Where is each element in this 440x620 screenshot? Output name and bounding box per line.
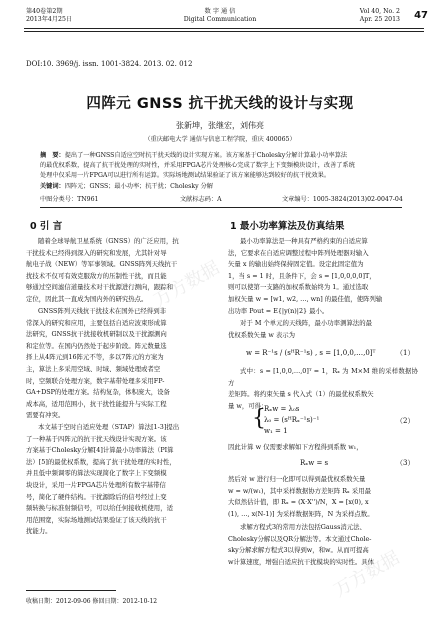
text-line: 加权矢量 w = [w1, w2, …, wn] 的最佳值，使阵列输	[228, 294, 383, 303]
equation-2c: w₁ = 1	[264, 427, 288, 435]
received-dates: 收稿日期：2012-09-06 修回日期：2012-10-12	[26, 598, 158, 605]
journal-name-cn: 数 字 通 信	[204, 8, 236, 15]
text-line: GA+DSP的处理方案。结构复杂，体积庞大，设备	[26, 388, 170, 397]
text-line: 号，简化了硬件结构。干扰源除后的信号经过上变	[26, 492, 167, 501]
watermark: 万方数据	[330, 547, 404, 602]
text-line: 求解方程式3的常用方法包括Gauss消元法、	[240, 523, 366, 531]
text-line: 对于 M 个单元的天线阵，最小功率测算法的最	[240, 319, 373, 327]
algorithm-paragraph-4	[228, 442, 418, 454]
text-line: 用范围宽，实际场地测试结果验证了该天线的抗干	[26, 515, 167, 524]
abstract-line: 的最优权系数，提高了抗干扰处理的实时性，并采用FPGA芯片处理核心完成了数字上下变频模块设计，改善了系统	[40, 162, 355, 169]
text-line: (1), …, x(N-1)] 为采样数据矩阵，N 为采样点数。	[228, 509, 374, 518]
date-en: Apr. 25 2013	[359, 16, 400, 23]
text-line: 扰技术不仅可有效克服敌方的压制性干扰，而且能	[26, 271, 167, 280]
text-line: 因此计算 w 仅需要求解如下方程得到系数 w₁，	[228, 443, 363, 451]
algorithm-paragraph-2	[228, 318, 418, 341]
abstract-label: 摘 要：	[40, 152, 65, 159]
equation-brace: {	[252, 406, 266, 431]
text-line: w = w/(w₁)，其中采样数据协方差矩阵 Rₓ 采用最	[228, 486, 371, 495]
text-line: sky分解求解方程式3以得到w，和w。从而可提高	[228, 546, 369, 555]
text-line: 随着全球导航卫星系统（GNSS）的广泛应用，抗	[38, 237, 179, 245]
keywords-label: 关键词：	[40, 183, 65, 190]
article-number: 文章编号：1005-3824(2013)02-0047-04	[282, 196, 403, 203]
document-code: 文献标志码：A	[180, 196, 222, 203]
section-heading-algorithm: 1 最小功率算法及仿真结果	[230, 221, 345, 232]
text-line: 成本高，适用范围小，抗干扰性能提升与实际工程	[26, 399, 167, 408]
text-line: 本文基于空时自适应处理（STAP）算法[1-3]提出	[38, 423, 180, 431]
equation-2-number: （2）	[396, 417, 415, 425]
authors: 张新坤，张继宏，刘伟亮	[176, 121, 264, 130]
watermark: 万方数据	[150, 257, 224, 312]
volume-en: Vol 40, No. 2	[359, 8, 400, 15]
text-line: 和定位等。在国内仍然处于起步阶段。阵元数量选	[26, 341, 167, 350]
text-line: 频转换与标准射频信号，可以给任何接收机使用，适	[26, 504, 173, 513]
text-line: 并且低中频调零的算法实现简化了数字上下变频模	[26, 469, 167, 478]
text-line: 定位，因此其一直成为国内外的研究热点。	[26, 294, 148, 303]
text-line: 够通过空间滤信道量技术对干扰源进行测向，跟踪和	[26, 283, 173, 292]
algorithm-paragraph-5	[228, 474, 418, 520]
algorithm-paragraph-1	[228, 236, 418, 317]
text-line: 择上从4阵元到16阵元不等，多以7阵元的方案为	[26, 353, 164, 362]
text-line: 矢量 x 的输出始终保持固定值。设定此固定值为	[228, 260, 364, 269]
affiliation: （重庆邮电大学 通信与信息工程学院，重庆 400065）	[144, 136, 296, 143]
text-line: 大似然估计值，即 Rₓ = (X·X'')/N，X = [x(0), x	[228, 498, 369, 507]
text-line: 出功率 Pout = E{|y(n)|2} 最小。	[228, 306, 329, 315]
issue-volume: 第40卷第2期	[26, 8, 63, 15]
equation-3-number: （3）	[396, 459, 415, 467]
abstract-rule	[40, 207, 402, 208]
intro-paragraph-3	[26, 422, 216, 538]
text-line: 最小功率算法是一种具有严格约束的自适应算	[240, 237, 368, 245]
text-line: 则可以使第一支路的加权系数始终为 1。通过选取	[228, 283, 369, 292]
text-line: 量 w，可得：	[228, 401, 268, 410]
text-line: 扰能力。	[26, 527, 52, 536]
footnote-rule	[26, 590, 116, 591]
text-line: 块设计，采用一片FPGA芯片处理所有数字基带信	[26, 480, 166, 489]
text-line: w计算速度，增强自适应抗干扰模块的实时性。具体	[228, 557, 375, 566]
text-line: 时，空频联合处理方案，数字基带处理多采用FP-	[26, 376, 165, 385]
header-rule	[24, 28, 424, 29]
equation-1: w = R⁻¹s / (sᴴR⁻¹s) , s = [1,0,0,…,0]ᵀ	[246, 349, 376, 357]
abstract-line: 处理中仅采用一片FPGA可以进行所有运算。实际场地测试结果验证了该方案能够达到较好的抗干扰效果。	[40, 172, 331, 179]
text-line: Cholesky分解以及QR分解法等。本文通过Chole-	[228, 534, 372, 543]
abstract	[40, 151, 402, 181]
text-line: 方案基于Cholesky分解[4]计算最小功率算法（PI算	[26, 446, 174, 455]
text-line: 然后对 w 进行归一化即可以得到最优权系数矢量	[228, 475, 366, 483]
keywords	[40, 182, 402, 191]
text-line: 差矩阵。将约束矢量 s 代入式（1）的最优权系数矢	[228, 390, 374, 399]
equation-3: Rₓw = s	[300, 459, 329, 467]
equation-2b: λ₀ = (sᴴRₓ⁻¹s)⁻¹	[264, 416, 320, 424]
text-line: 式中：s = [1,0,0,…,0]ᵀ = 1，Rₓ 为 M×M 维的采样数据协方	[228, 367, 418, 387]
intro-paragraph-2	[26, 306, 216, 422]
text-line: GNSS阵列天线抗干扰技术在国外已经得到非	[38, 307, 166, 315]
journal-name-en: Digital Communication	[183, 16, 257, 23]
text-line: 干扰技术已经得到深入的研究和发展，尤其针对导	[26, 248, 167, 257]
paper-title: 四阵元 GNSS 抗干扰天线的设计与实现	[86, 96, 354, 112]
header-rule-thin	[24, 31, 424, 32]
equation-1-number: （1）	[396, 349, 415, 357]
page-number: 47	[414, 10, 428, 21]
text-line: 1，当 s = 1 时，且条件下，会 s = [1,0,0,0,0]T，	[228, 271, 376, 280]
text-line: 航电子战（NEW）等军事领域。GNSS阵列天线抗干	[26, 260, 178, 269]
text-line: 法，它要求在自适应调整过程中阵列处理器对输入	[228, 248, 369, 257]
text-line: 优权系数矢量 w 表示为	[228, 330, 296, 339]
text-line: 需要有冲突。	[26, 411, 65, 420]
equation-2-system	[264, 404, 319, 437]
issue-date: 2013年4月25日	[26, 16, 73, 23]
section-heading-intro: 0 引 言	[30, 221, 63, 232]
keywords-text: 四阵元；GNSS；最小功率；抗干扰；Cholesky 分解	[64, 183, 213, 190]
text-line: 了一种基于四阵元的抗干扰天线设计实现方案。该	[26, 434, 167, 443]
equation-2a: Rₓw = λ₀s	[264, 405, 300, 413]
text-line: 法研究，GNSS抗干扰接收机研制以及干扰源测向	[26, 330, 167, 339]
doi: DOI:10. 3969/j. issn. 1001-3824. 2013. 02. 012	[26, 60, 193, 68]
clc-number: 中图分类号：TN961	[40, 196, 99, 203]
text-line: 常深入的研究和应用，主要包括自适应波束形成算	[26, 318, 167, 327]
journal-volume-en	[360, 8, 400, 24]
abstract-line: 提出了一种GNSS自适应空时抗干扰天线的设计实现方案。该方案基于Cholesky分解计算最小功率算法	[64, 152, 348, 159]
text-line: 法）[5]的最优权系数，提高了抗干扰处理的实时性，	[26, 457, 176, 466]
text-line: 主，算法上多采用空域、时域、频域处理或者空	[26, 364, 161, 373]
